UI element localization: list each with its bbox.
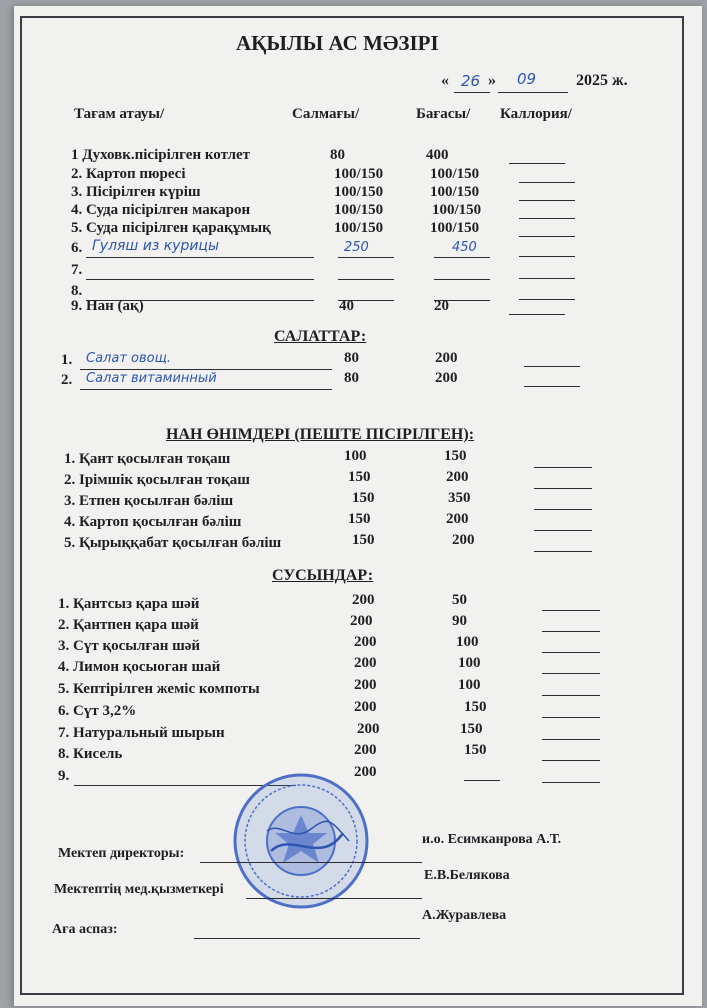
bakery-item-name: 1. Қант қосылған тоқаш xyxy=(64,451,231,467)
drink-weight: 200 xyxy=(352,592,375,608)
drink-weight: 200 xyxy=(354,655,377,671)
drink-calorie-line xyxy=(542,695,600,696)
salad-calorie-line xyxy=(524,386,580,387)
bakery-item-weight: 150 xyxy=(348,511,371,527)
bakery-calorie-line xyxy=(534,551,592,552)
salad-calorie-line xyxy=(524,366,580,367)
date-day: 26 xyxy=(461,72,481,90)
drink-calorie-line xyxy=(542,652,600,653)
calorie-line xyxy=(509,163,565,164)
drinks-title: СУСЫНДАР: xyxy=(272,567,374,584)
salad-name-line xyxy=(80,369,332,370)
signature-line xyxy=(246,898,422,899)
dish-name: 3. Пісірілген күріш xyxy=(71,184,201,200)
salad-handwritten-name: Салат витаминный xyxy=(86,371,217,386)
calorie-line xyxy=(519,299,575,300)
dish-weight: 250 xyxy=(344,240,369,255)
drink-price: 150 xyxy=(464,742,487,758)
drink-calorie-line xyxy=(542,739,600,740)
salad-handwritten-name: Салат овощ. xyxy=(86,351,171,366)
dish-name: 4. Суда пісірілген макарон xyxy=(71,202,251,218)
bakery-item-name: 3. Етпен қосылған бәліш xyxy=(64,493,234,509)
dish-price: 400 xyxy=(426,147,449,163)
dish-name: 9. Нан (ақ) xyxy=(71,298,144,314)
salad-name-line xyxy=(80,389,332,390)
dish-price: 20 xyxy=(434,298,449,314)
bakery-item-price: 200 xyxy=(446,469,469,485)
drink-name: 5. Кептірілген жеміс компоты xyxy=(58,681,260,697)
drink-calorie-line xyxy=(542,717,600,718)
drink-calorie-line xyxy=(542,782,600,783)
bakery-calorie-line xyxy=(534,467,592,468)
dish-price: 100/150 xyxy=(432,202,482,218)
header-weight: Салмағы/ xyxy=(292,106,360,122)
signature-person: и.о. Есимканрова А.Т. xyxy=(422,832,562,847)
drink-calorie-line xyxy=(542,760,600,761)
drink-weight: 200 xyxy=(350,613,373,629)
dish-name: 1 Духовк.пісірілген котлет xyxy=(71,147,251,163)
drink-price: 100 xyxy=(458,677,481,693)
dish-weight: 100/150 xyxy=(334,166,384,182)
drink-weight: 200 xyxy=(354,699,377,715)
date-month-line xyxy=(498,92,568,93)
dish-weight: 100/150 xyxy=(334,202,384,218)
salad-number: 1. xyxy=(61,352,73,368)
drink-price: 150 xyxy=(464,699,487,715)
signature-role: Мектеп директоры: xyxy=(58,846,185,861)
drink-weight: 200 xyxy=(354,677,377,693)
dish-name: 5. Суда пісірілген қарақұмық xyxy=(71,220,271,236)
signature-role: Мектептің мед.қызметкері xyxy=(54,882,224,897)
drink-price: 90 xyxy=(452,613,467,629)
calorie-line xyxy=(519,278,575,279)
drink-name: 3. Сүт қосылған шәй xyxy=(58,638,201,654)
dish-price-line xyxy=(434,257,490,258)
dish-weight: 100/150 xyxy=(334,220,384,236)
dish-weight: 40 xyxy=(339,298,354,314)
drink-calorie-line xyxy=(542,631,600,632)
salad-number: 2. xyxy=(61,372,73,388)
salad-weight: 80 xyxy=(344,350,359,366)
bakery-item-weight: 150 xyxy=(348,469,371,485)
bakery-item-price: 350 xyxy=(448,490,471,506)
official-stamp xyxy=(231,771,371,911)
bakery-item-price: 200 xyxy=(446,511,469,527)
calorie-line xyxy=(519,236,575,237)
bakery-calorie-line xyxy=(534,488,592,489)
drink-price: 150 xyxy=(460,721,483,737)
dish-handwritten-name: Гуляш из курицы xyxy=(92,238,220,254)
drink-price: 100 xyxy=(456,634,479,650)
drink-weight: 200 xyxy=(354,764,377,780)
header-price: Бағасы/ xyxy=(416,106,471,122)
salad-weight: 80 xyxy=(344,370,359,386)
dish-price: 100/150 xyxy=(430,166,480,182)
drink-name: 9. xyxy=(58,768,70,784)
bakery-item-name: 5. Қырыққабат қосылған бәліш xyxy=(64,535,282,551)
drink-name: 6. Сүт 3,2% xyxy=(58,703,137,719)
bakery-item-weight: 150 xyxy=(352,532,375,548)
bakery-calorie-line xyxy=(534,530,592,531)
header-calories: Каллория/ xyxy=(500,106,572,122)
date-month: 09 xyxy=(517,70,537,88)
drink-calorie-line xyxy=(542,673,600,674)
dish-name-line xyxy=(86,279,314,280)
signature-line xyxy=(200,862,422,863)
date-year: 2025 ж. xyxy=(576,72,628,89)
bakery-item-weight: 100 xyxy=(344,448,367,464)
calorie-line xyxy=(519,256,575,257)
dish-name: 7. xyxy=(71,262,83,278)
drink-weight: 200 xyxy=(354,742,377,758)
dish-weight-line xyxy=(338,279,394,280)
date-open-quote: « xyxy=(441,72,449,89)
dish-price: 100/150 xyxy=(430,184,480,200)
calorie-line xyxy=(519,200,575,201)
calorie-line xyxy=(519,182,575,183)
drink-name: 4. Лимон қосыоган шай xyxy=(58,659,221,675)
signature-role: Аға аспаз: xyxy=(52,922,118,937)
salad-price: 200 xyxy=(435,370,458,386)
bakery-title: НАН ӨНІМДЕРІ (ПЕШТЕ ПІСІРІЛГЕН): xyxy=(166,426,475,443)
bakery-item-name: 4. Картоп қосылған бәліш xyxy=(64,514,242,530)
dish-name: 6. xyxy=(71,240,83,256)
drink-name: 1. Қантсыз қара шәй xyxy=(58,596,200,612)
dish-price: 100/150 xyxy=(430,220,480,236)
bakery-item-price: 200 xyxy=(452,532,475,548)
dish-price: 450 xyxy=(452,240,477,255)
dish-name: 8. xyxy=(71,283,83,299)
drink-name: 7. Натуральный шырын xyxy=(58,725,225,741)
drink-price: 100 xyxy=(458,655,481,671)
bakery-calorie-line xyxy=(534,509,592,510)
drink-calorie-line xyxy=(542,610,600,611)
bakery-item-price: 150 xyxy=(444,448,467,464)
signature-person: А.Журавлева xyxy=(422,908,507,923)
calorie-line xyxy=(519,218,575,219)
drink-price-line xyxy=(464,780,500,781)
dish-weight-line xyxy=(338,257,394,258)
page-title: АҚЫЛЫ АС МӘЗІРІ xyxy=(236,31,439,55)
bakery-item-name: 2. Ірімшік қосылған тоқаш xyxy=(64,472,250,488)
dish-price-line xyxy=(434,279,490,280)
bakery-item-weight: 150 xyxy=(352,490,375,506)
drink-price: 50 xyxy=(452,592,467,608)
dish-name-line xyxy=(86,257,314,258)
salads-title: САЛАТТАР: xyxy=(274,328,367,345)
signature-line xyxy=(194,938,420,939)
dish-weight: 80 xyxy=(330,147,345,163)
date-day-line xyxy=(454,92,490,93)
header-name: Тағам атауы/ xyxy=(74,106,165,122)
menu-sheet xyxy=(14,6,702,1006)
drink-name: 8. Кисель xyxy=(58,746,123,762)
calorie-line xyxy=(509,314,565,315)
drink-weight: 200 xyxy=(354,634,377,650)
drink-name: 2. Қантпен қара шәй xyxy=(58,617,199,633)
date-close-quote: » xyxy=(488,72,496,89)
dish-name: 2. Картоп пюресі xyxy=(71,166,186,182)
signature-person: Е.В.Белякова xyxy=(424,868,510,883)
dish-weight: 100/150 xyxy=(334,184,384,200)
drink-weight: 200 xyxy=(357,721,380,737)
salad-price: 200 xyxy=(435,350,458,366)
